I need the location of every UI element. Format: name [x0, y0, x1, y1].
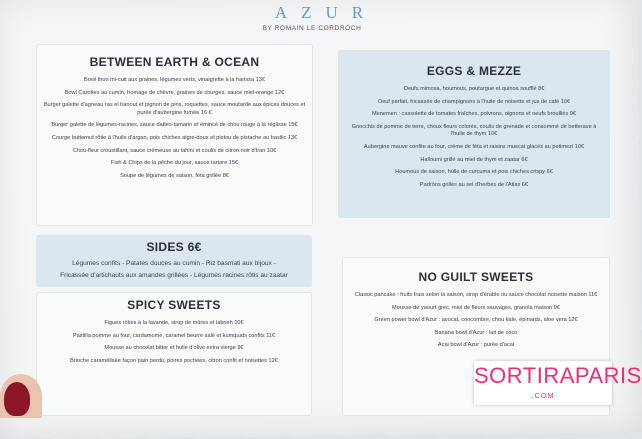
menu-item: Fish & Chips de la pêche du jour, sauce tartare 15€ — [110, 160, 239, 167]
menu-item: Burger galette d'agneau ras el hanout et pignon de pins, roquettes, sauce moutarde aux épices douces et purée d'aubergine fumée 16 € — [43, 102, 306, 116]
menu-item: Banana bowl d'Azur : lait de coco — [434, 329, 518, 336]
menu-item: Figues rôties à la lavande, sirop de mûres et labneh 10€ — [104, 320, 244, 326]
menu-item-list — [343, 292, 609, 350]
section-spicy-sweets — [36, 292, 312, 416]
watermark-url: .COM — [531, 391, 555, 400]
menu-item: Aubergine mauve confite au four, crème de féta et raisins muscat glacés au petimezi 10€ — [363, 143, 585, 150]
menu-item: Pastilla pomme au four, cardamome, caramel beurre salé et kumquats confits 11€ — [72, 332, 276, 339]
watermark-name: SORTIRAPARIS — [474, 363, 642, 388]
section-title: SIDES 6€ — [146, 240, 202, 254]
menu-item: Gnocchis de pomme de terre, choux fleurs colorés, coulis de grenade et consommé de betterave à l'huile de thym 10€ — [351, 123, 597, 138]
menu-item: Mousse au chocolat bitter et huile d'olive extra vierge 9€ — [104, 345, 244, 352]
menu-item: Bowl Carottes au cumin, fromage de chèvre, graines de courges, sauce miel-orange 12€ — [64, 89, 285, 96]
section-title: NO GUILT SWEETS — [418, 270, 534, 284]
menu-item: Padróns grillés au sel d'herbes de l'Atlas 6€ — [419, 181, 529, 188]
menu-item: Acai bowl d'Azur : purée d'acai — [437, 342, 515, 349]
azur-logo: AZUR — [274, 3, 378, 22]
menu-item: Halloumi grillé au miel de thym et zaatar 6€ — [420, 156, 528, 163]
sortiraparis-watermark — [474, 361, 642, 405]
menu-item: Mousse de yaourt grec, miel de fleurs sauvages, granola maison 9€ — [392, 304, 560, 311]
menu-item: Bowl thon mi-cuit aux graines, légumes verts, vinaigrette à la harissa 13€ — [84, 77, 265, 83]
sides-line: Fricassée d'artichauts aux amandes grillées - Légumes racines rôtis au zaatar — [60, 271, 288, 279]
menu-item-list — [338, 86, 610, 189]
section-eggs-mezze — [338, 50, 610, 218]
menu-item-list — [37, 77, 312, 180]
menu-item: Classic pancake : fruits frais selon la saison, sirop d'érable ou sauce chocolat noisette maison 11€ — [354, 292, 598, 298]
painted-nail — [4, 382, 30, 416]
menu-item: Burger galette de légumes-racines, sauce dattes-tamarin et émincé de chou rouge à la réglisse 15€ — [51, 122, 298, 129]
menu-item: Houmous de saison, huile de curcuma et pois chiches crispy 6€ — [395, 169, 553, 176]
section-title: SPICY SWEETS — [127, 298, 221, 312]
section-title: BETWEEN EARTH & OCEAN — [89, 55, 260, 69]
menu-item: Chou-fleur croustillant, sauce crémeuse au tahini et coulis de citron noir d'Iran 10€ — [72, 147, 277, 154]
menu-item: Oeufs mimosa, houmous, poutargue et quinoa soufflé 8€ — [403, 86, 545, 92]
menu-item-list — [37, 320, 311, 365]
menu-item: Menemen : cassolette de tomates fraîches, poivrons, oignons et oeufs brouillés 9€ — [372, 111, 576, 118]
section-between-earth-ocean — [36, 44, 313, 226]
section-title: EGGS & MEZZE — [426, 64, 522, 78]
menu-item: Courge butternut rôtie à l'huile d'argan, pois chiches aigre-doux et pistou de pistache au basilic 13€ — [51, 134, 298, 141]
menu-item: Oeuf parfait, fricassée de champignons à l'huile de noisette et jus de café 10€ — [377, 98, 571, 105]
menu-item: Brioche caramélisée façon pain perdu, poires pochées, citron confit et noisettes 12€ — [70, 357, 278, 364]
sides-line: Légumes confits - Patates douces au cumin - Riz basmati aux bijoux - — [72, 260, 276, 267]
section-sides — [36, 235, 312, 287]
menu-item: Soupe de légumes de saison, féta grillée 8€ — [120, 172, 229, 179]
brand-subtitle: BY ROMAIN LE CORDROCH — [262, 25, 362, 32]
menu-item: Green power bowl d'Azur : avocat, concombre, chou kale, épinards, aloe vera 12€ — [374, 317, 578, 324]
